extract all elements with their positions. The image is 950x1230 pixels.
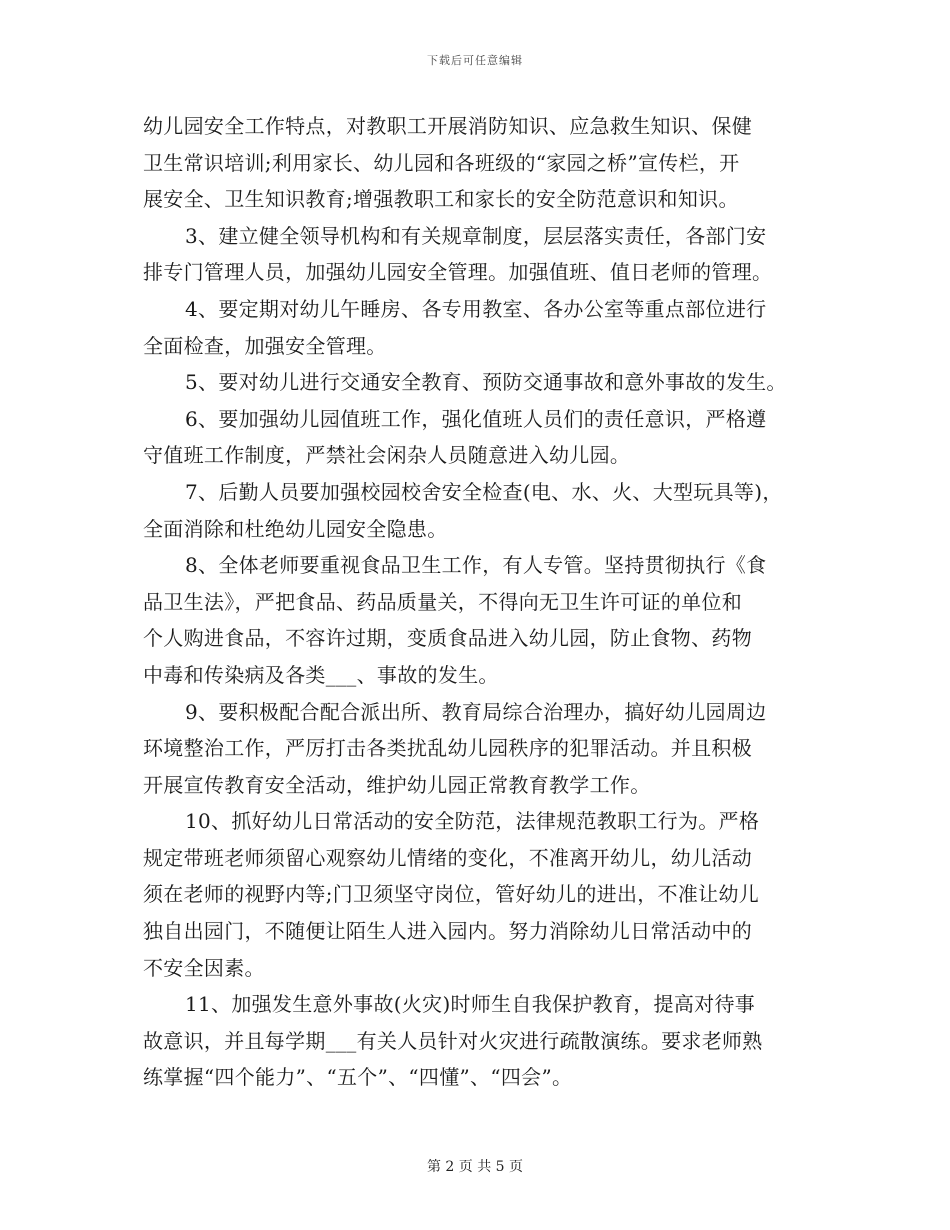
text-line: 8、全体老师要重视食品卫生工作，有人专管。坚持贯彻执行《食: [185, 553, 767, 578]
text-line: 中毒和传染病及各类___、事故的发生。: [143, 662, 499, 687]
paragraph-item-9: [143, 694, 813, 804]
page-header-note: 下载后可任意编辑: [427, 54, 523, 67]
text-line: 4、要定期对幼儿午睡房、各专用教室、各办公室等重点部位进行: [185, 296, 767, 321]
text-line: 独自出园门，不随便让陌生人进入园内。努力消除幼儿日常活动中的: [143, 919, 752, 944]
text-line: 故意识，并且每学期___有关人员针对火灾进行疏散演练。要求老师熟: [143, 1028, 763, 1053]
paragraph-item-8: [143, 547, 813, 693]
text-line: 规定带班老师须留心观察幼儿情绪的变化，不准离开幼儿，幼儿活动: [143, 845, 752, 870]
paragraph-item-6: [143, 401, 813, 474]
text-line: 练掌握“四个能力”、“五个”、“四懂”、“四会”。: [143, 1065, 573, 1090]
document-body: [143, 108, 813, 1096]
text-line: 10、抓好幼儿日常活动的安全防范，法律规范教职工行为。严格: [185, 809, 760, 834]
paragraph-item-7: [143, 474, 813, 547]
text-line: 卫生常识培训;利用家长、幼儿园和各班级的“家园之桥”宣传栏，开: [143, 150, 740, 175]
text-line: 3、建立健全领导机构和有关规章制度，层层落实责任，各部门安: [185, 223, 767, 248]
text-line: 须在老师的视野内等;门卫须坚守岗位，管好幼儿的进出，不准让幼儿: [143, 882, 760, 907]
text-line: 9、要积极配合配合派出所、教育局综合治理办，搞好幼儿园周边: [185, 699, 767, 724]
paragraph-item-11: [143, 986, 813, 1096]
text-line: 幼儿园安全工作特点，对教职工开展消防知识、应急救生知识、保健: [143, 114, 752, 138]
text-line: 个人购进食品，不容许过期，变质食品进入幼儿园，防止食物、药物: [143, 626, 752, 651]
text-line: 6、要加强幼儿园值班工作，强化值班人员们的责任意识，严格遵: [185, 406, 767, 431]
text-line: 开展宣传教育安全活动，维护幼儿园正常教育教学工作。: [143, 772, 651, 797]
text-line: 全面检查，加强安全管理。: [143, 333, 387, 358]
text-line: 5、要对幼儿进行交通安全教育、预防交通事故和意外事故的发生。: [185, 370, 787, 395]
paragraph-item-5: [143, 364, 813, 401]
text-line: 品卫生法》，严把食品、药品质量关，不得向无卫生许可证的单位和: [143, 589, 742, 614]
text-line: 守值班工作制度，严禁社会闲杂人员随意进入幼儿园。: [143, 443, 631, 468]
text-line: 全面消除和杜绝幼儿园安全隐患。: [143, 516, 448, 541]
paragraph-intro: [143, 108, 813, 218]
text-line: 11、加强发生意外事故(火灾)时师生自我保护教育，提高对待事: [185, 992, 756, 1017]
paragraph-item-10: [143, 803, 813, 986]
paragraph-item-3: [143, 218, 813, 291]
text-line: 7、后勤人员要加强校园校舍安全检查(电、水、火、大型玩具等)，: [185, 479, 783, 504]
text-line: 排专门管理人员，加强幼儿园安全管理。加强值班、值日老师的管理。: [143, 260, 773, 285]
text-line: 不安全因素。: [143, 955, 265, 980]
text-line: 环境整治工作，严厉打击各类扰乱幼儿园秩序的犯罪活动。并且积极: [143, 736, 752, 761]
text-line: 展安全、卫生知识教育;增强教职工和家长的安全防范意识和知识。: [143, 187, 739, 212]
page-number-footer: 第 2 页 共 5 页: [426, 1159, 524, 1175]
paragraph-item-4: [143, 291, 813, 364]
